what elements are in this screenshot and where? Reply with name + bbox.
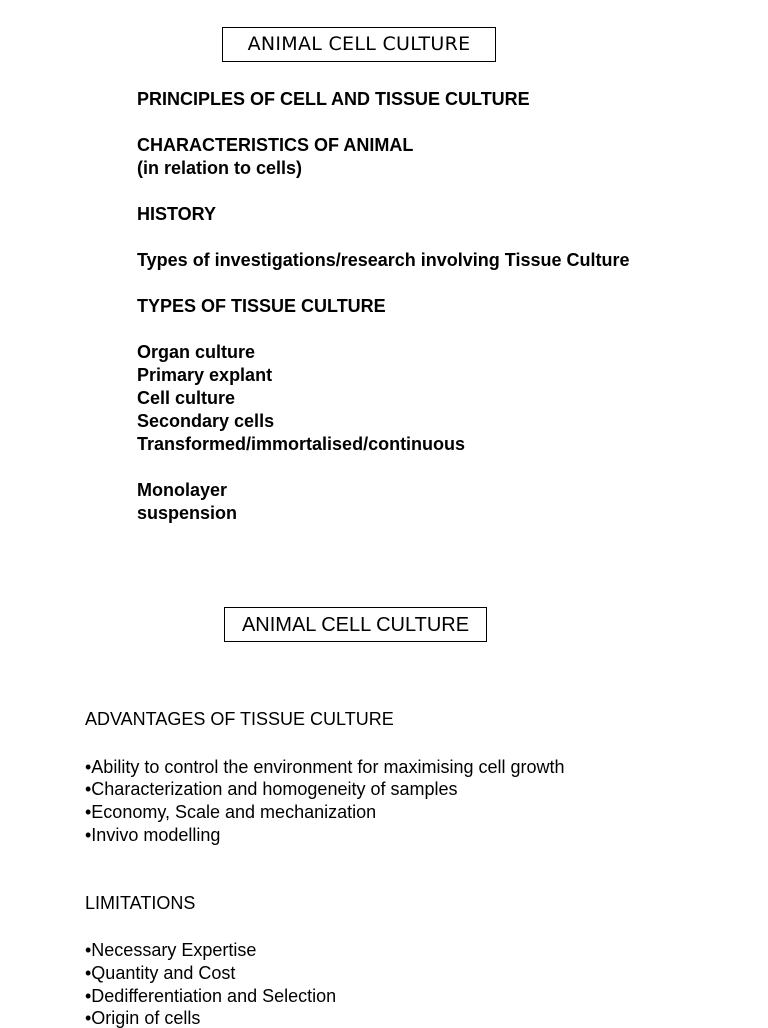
limitation-item: •Dedifferentiation and Selection bbox=[85, 986, 337, 1006]
slide1-line: Monolayer bbox=[137, 480, 228, 500]
limitation-item: •Necessary Expertise bbox=[85, 940, 257, 960]
slide1-line: Primary explant bbox=[137, 365, 273, 385]
slide1-line: Secondary cells bbox=[137, 411, 275, 431]
limitations-heading: LIMITATIONS bbox=[85, 893, 196, 913]
slide1-line: suspension bbox=[137, 503, 238, 523]
slide1-line: Organ culture bbox=[137, 342, 256, 362]
advantages-heading: ADVANTAGES OF TISSUE CULTURE bbox=[85, 709, 394, 729]
advantage-item: •Characterization and homogeneity of samples bbox=[85, 779, 458, 799]
slide1-line: HISTORY bbox=[137, 204, 217, 224]
advantage-item: •Economy, Scale and mechanization bbox=[85, 802, 377, 822]
advantage-item: •Ability to control the environment for maximising cell growth bbox=[85, 757, 565, 777]
slide1-line: PRINCIPLES OF CELL AND TISSUE CULTURE bbox=[137, 89, 530, 109]
slide1-line: (in relation to cells) bbox=[137, 158, 303, 178]
slide1-line: CHARACTERISTICS OF ANIMAL bbox=[137, 135, 414, 155]
slide1-title: ANIMAL CELL CULTURE bbox=[222, 27, 496, 62]
advantage-item: •Invivo modelling bbox=[85, 825, 221, 845]
slide2-title: ANIMAL CELL CULTURE bbox=[224, 607, 487, 642]
slide1-line: Types of investigations/research involving Tissue Culture bbox=[137, 250, 630, 270]
limitation-item: •Origin of cells bbox=[85, 1008, 201, 1028]
slide1-line: Cell culture bbox=[137, 388, 236, 408]
limitation-item: •Quantity and Cost bbox=[85, 963, 236, 983]
slide1-line: TYPES OF TISSUE CULTURE bbox=[137, 296, 386, 316]
slide1-line: Transformed/immortalised/continuous bbox=[137, 434, 466, 454]
